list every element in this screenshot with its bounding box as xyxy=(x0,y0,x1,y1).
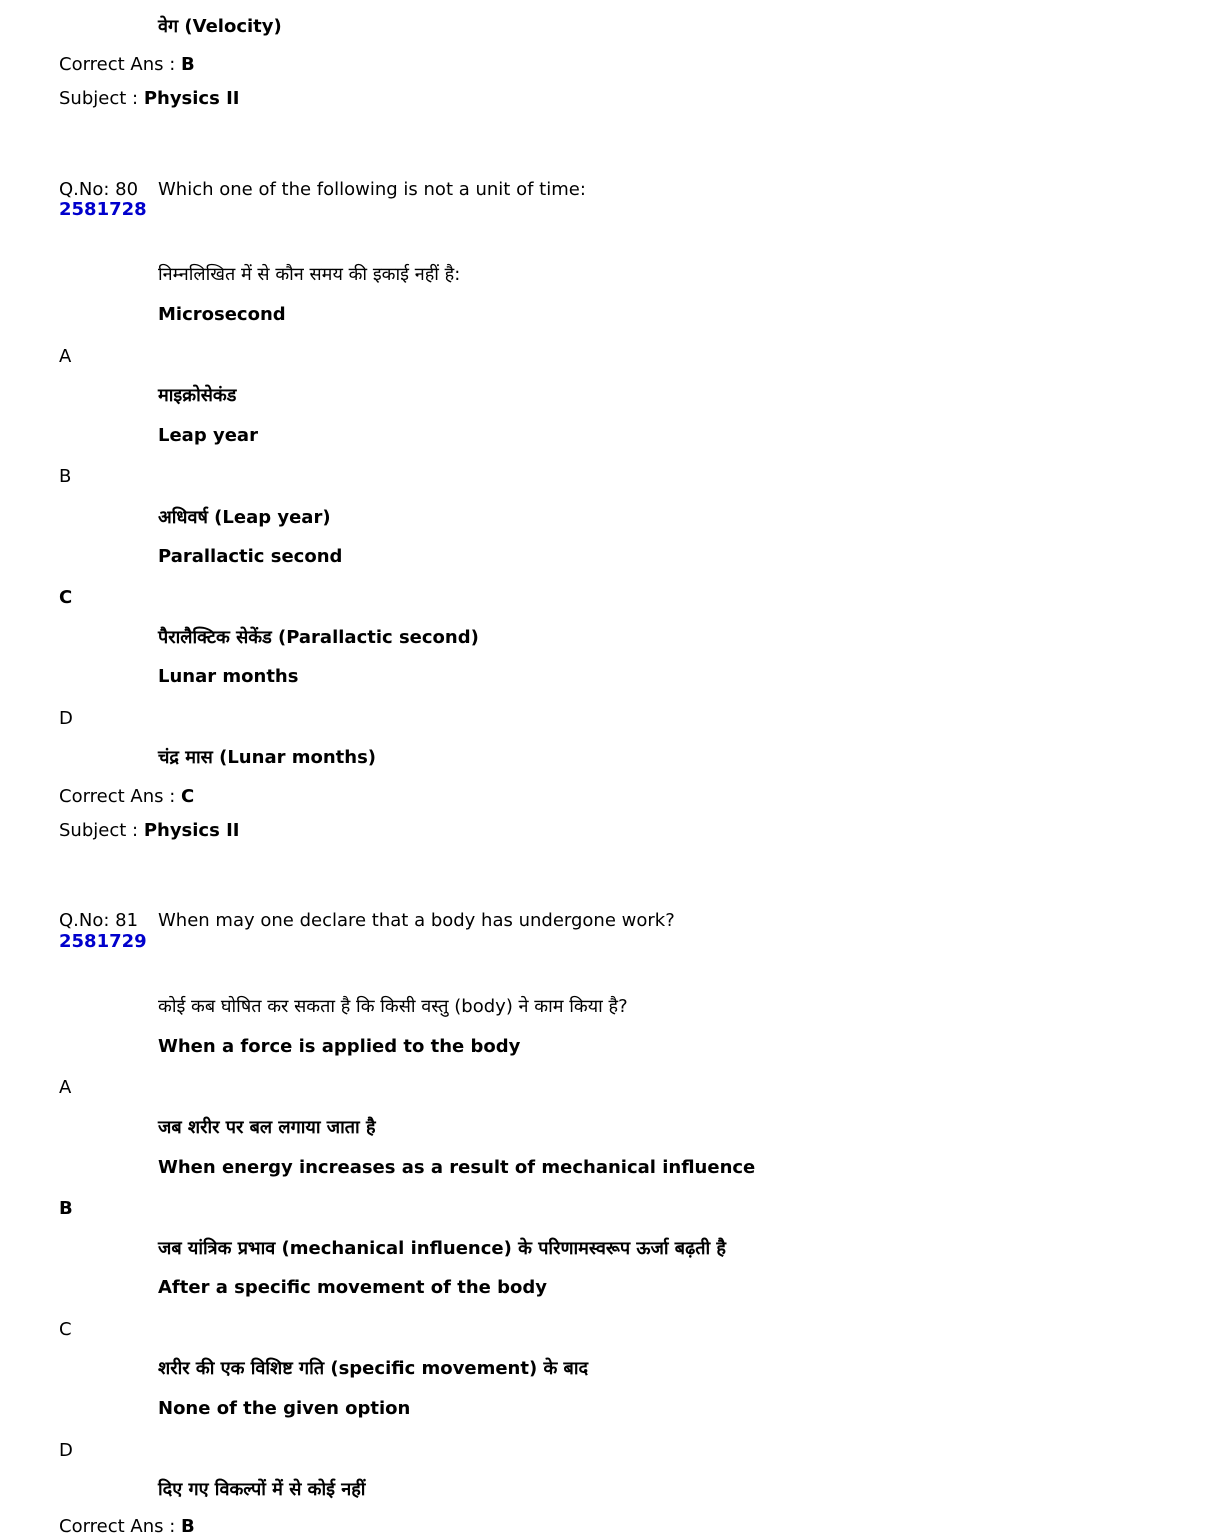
correct-answer-label: Correct Ans : xyxy=(59,786,176,807)
subject-label: Subject : xyxy=(59,88,139,109)
option-c-letter: C xyxy=(59,587,73,608)
question-text-english: When may one declare that a body has undergone work? xyxy=(158,910,675,931)
question-text-english: Which one of the following is not a unit of time: xyxy=(158,179,586,200)
correct-answer-value: C xyxy=(181,786,195,807)
option-a-hindi: जब शरीर पर बल लगाया जाता है xyxy=(158,1117,376,1138)
subject-row xyxy=(59,88,239,110)
option-c-english: Parallactic second xyxy=(158,546,343,567)
question-id: 2581729 xyxy=(59,931,147,952)
option-a-letter: A xyxy=(59,346,72,367)
subject-row xyxy=(59,820,239,842)
correct-answer-label: Correct Ans : xyxy=(59,54,176,75)
option-a-letter: A xyxy=(59,1077,72,1098)
option-d-english: None of the given option xyxy=(158,1398,411,1419)
question-number: Q.No: 80 xyxy=(59,179,139,200)
option-b-letter: B xyxy=(59,466,72,487)
question-number: Q.No: 81 xyxy=(59,910,139,931)
prev-option-hindi: वेग (Velocity) xyxy=(158,16,282,37)
option-b-english: When energy increases as a result of mechanical influence xyxy=(158,1157,756,1178)
subject-value: Physics II xyxy=(143,88,240,109)
option-c-hindi: पैरालैक्टिक सेकेंड (Parallactic second) xyxy=(158,627,479,648)
option-d-hindi: चंद्र मास (Lunar months) xyxy=(158,747,377,768)
option-d-letter: D xyxy=(59,1440,73,1461)
option-d-english: Lunar months xyxy=(158,666,299,687)
option-b-hindi: अधिवर्ष (Leap year) xyxy=(158,507,331,528)
correct-answer-value: B xyxy=(181,1516,195,1537)
option-c-letter: C xyxy=(59,1319,72,1340)
option-a-hindi: माइक्रोसेकंड xyxy=(158,385,237,406)
option-b-english: Leap year xyxy=(158,425,258,446)
correct-answer-row xyxy=(59,786,194,808)
subject-value: Physics II xyxy=(143,820,240,841)
subject-label: Subject : xyxy=(59,820,139,841)
option-a-english: Microsecond xyxy=(158,304,286,325)
option-d-letter: D xyxy=(59,708,73,729)
correct-answer-row xyxy=(59,1516,195,1538)
option-c-english: After a specific movement of the body xyxy=(158,1277,547,1298)
option-d-hindi: दिए गए विकल्पों में से कोई नहीं xyxy=(158,1479,366,1500)
option-a-english: When a force is applied to the body xyxy=(158,1036,521,1057)
option-b-hindi: जब यांत्रिक प्रभाव (mechanical influence) के परिणामस्वरूप ऊर्जा बढ़ती है xyxy=(158,1238,726,1259)
correct-answer-row xyxy=(59,54,195,76)
question-text-hindi: निम्नलिखित में से कौन समय की इकाई नहीं है: xyxy=(158,264,461,285)
question-text-hindi: कोई कब घोषित कर सकता है कि किसी वस्तु (body) ने काम किया है? xyxy=(158,996,628,1017)
correct-answer-value: B xyxy=(181,54,195,75)
option-c-hindi: शरीर की एक विशिष्ट गति (specific movement) के बाद xyxy=(158,1358,589,1379)
correct-answer-label: Correct Ans : xyxy=(59,1516,176,1537)
option-b-letter: B xyxy=(59,1198,73,1219)
question-id: 2581728 xyxy=(59,199,147,220)
